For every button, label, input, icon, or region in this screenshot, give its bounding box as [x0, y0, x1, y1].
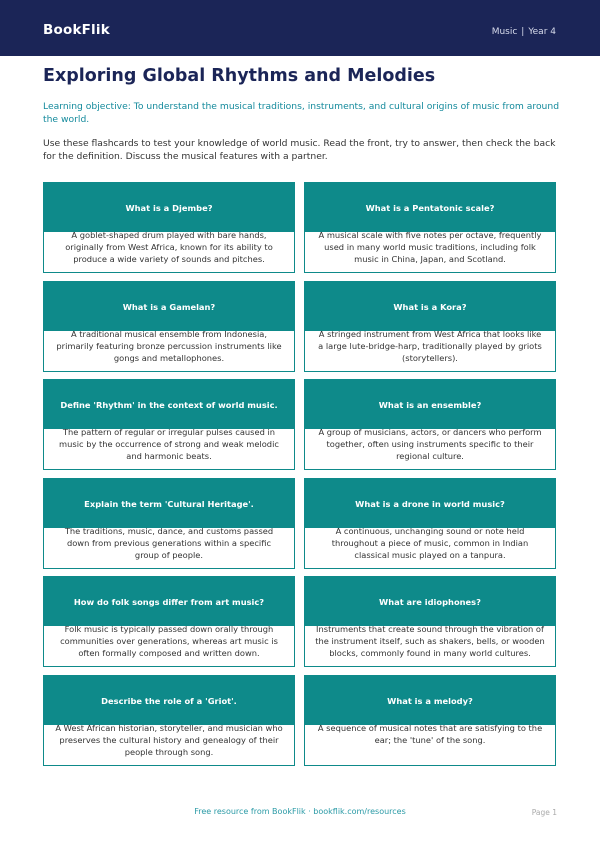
- instructions-text: Use these flashcards to test your knowledge of world music. Read the front, try to answer, then check the back for the definition. Discuss the musical features with a partner.: [43, 138, 556, 162]
- flashcard[interactable]: [43, 379, 295, 470]
- flashcard[interactable]: [43, 478, 295, 569]
- page-number: Page 1: [531, 808, 557, 817]
- flashcard-back: A musical scale with five notes per octave, frequently used in many world music traditions, including folk music in China, Japan, and Scotland.: [318, 230, 542, 264]
- flashcard-front: Define 'Rhythm' in the context of world music.: [44, 380, 294, 429]
- meta-separator: |: [521, 27, 525, 37]
- flashcard[interactable]: [304, 182, 556, 273]
- flashcard-front: What are idiophones?: [305, 577, 555, 626]
- flashcard-back: A sequence of musical notes that are satisfying to the ear; the 'tune' of the song.: [317, 723, 543, 745]
- flashcard-front: What is a Djembe?: [44, 183, 294, 232]
- brand-logo-text[interactable]: BookFlik: [43, 22, 110, 38]
- flashcard-back: A continuous, unchanging sound or note held throughout a piece of music, common in Indian classical music played on a tanpura.: [331, 526, 529, 560]
- flashcard-back: A traditional musical ensemble from Indonesia, primarily featuring bronze percussion instruments like gongs and metallophones.: [56, 329, 282, 363]
- subject-label: Music: [491, 27, 518, 37]
- flashcard-back: The pattern of regular or irregular pulses caused in music by the occurrence of strong and weak melodic and harmonic beats.: [59, 427, 279, 461]
- flashcard-front: What is a Kora?: [305, 282, 555, 331]
- flashcard[interactable]: [43, 576, 295, 667]
- flashcard-back: A West African historian, storyteller, and musician who preserves the cultural history and genealogy of their people through song.: [55, 723, 283, 757]
- flashcard[interactable]: [43, 675, 295, 766]
- flashcard-back: Instruments that create sound through the vibration of the instrument itself, such as shakers, bells, or wooden blocks, commonly found in many world cultures.: [315, 624, 545, 658]
- flashcard-back: A goblet-shaped drum played with bare hands, originally from West Africa, known for its ability to produce a wide variety of sounds and pitches.: [65, 230, 273, 264]
- flashcard-front: What is a melody?: [305, 676, 555, 725]
- flashcard[interactable]: [304, 281, 556, 372]
- flashcard-back: The traditions, music, dance, and customs passed down from previous generations within a specific group of people.: [64, 526, 274, 560]
- top-header-bar: [0, 0, 600, 56]
- flashcard[interactable]: [304, 379, 556, 470]
- flashcard-back: Folk music is typically passed down orally through communities over generations, whereas art music is often formally composed and written down.: [60, 624, 278, 658]
- flashcard[interactable]: [304, 576, 556, 667]
- flashcard-front: What is a drone in world music?: [305, 479, 555, 528]
- flashcard-front: What is a Pentatonic scale?: [305, 183, 555, 232]
- flashcard[interactable]: [304, 478, 556, 569]
- flashcard[interactable]: [43, 182, 295, 273]
- flashcard-front: What is a Gamelan?: [44, 282, 294, 331]
- year-label: Year 4: [528, 27, 556, 37]
- page-title: Exploring Global Rhythms and Melodies: [43, 66, 436, 86]
- flashcard-front: Describe the role of a 'Griot'.: [44, 676, 294, 725]
- flashcard[interactable]: [304, 675, 556, 766]
- flashcard-front: How do folk songs differ from art music?: [44, 577, 294, 626]
- flashcard-front: Explain the term 'Cultural Heritage'.: [44, 479, 294, 528]
- flashcard-front: What is an ensemble?: [305, 380, 555, 429]
- flashcard-back: A group of musicians, actors, or dancers who perform together, often using instruments specific to their regional culture.: [318, 427, 542, 461]
- flashcard-back: A stringed instrument from West Africa that looks like a large lute-bridge-harp, traditionally played by griots (storytellers).: [318, 329, 542, 363]
- learning-objective: Learning objective: To understand the musical traditions, instruments, and cultural origins of music from around the world.: [43, 101, 560, 125]
- footer-resource-link[interactable]: Free resource from BookFlik · bookflik.com/resources: [194, 807, 406, 816]
- flashcard[interactable]: [43, 281, 295, 372]
- subject-year-label: [492, 27, 556, 37]
